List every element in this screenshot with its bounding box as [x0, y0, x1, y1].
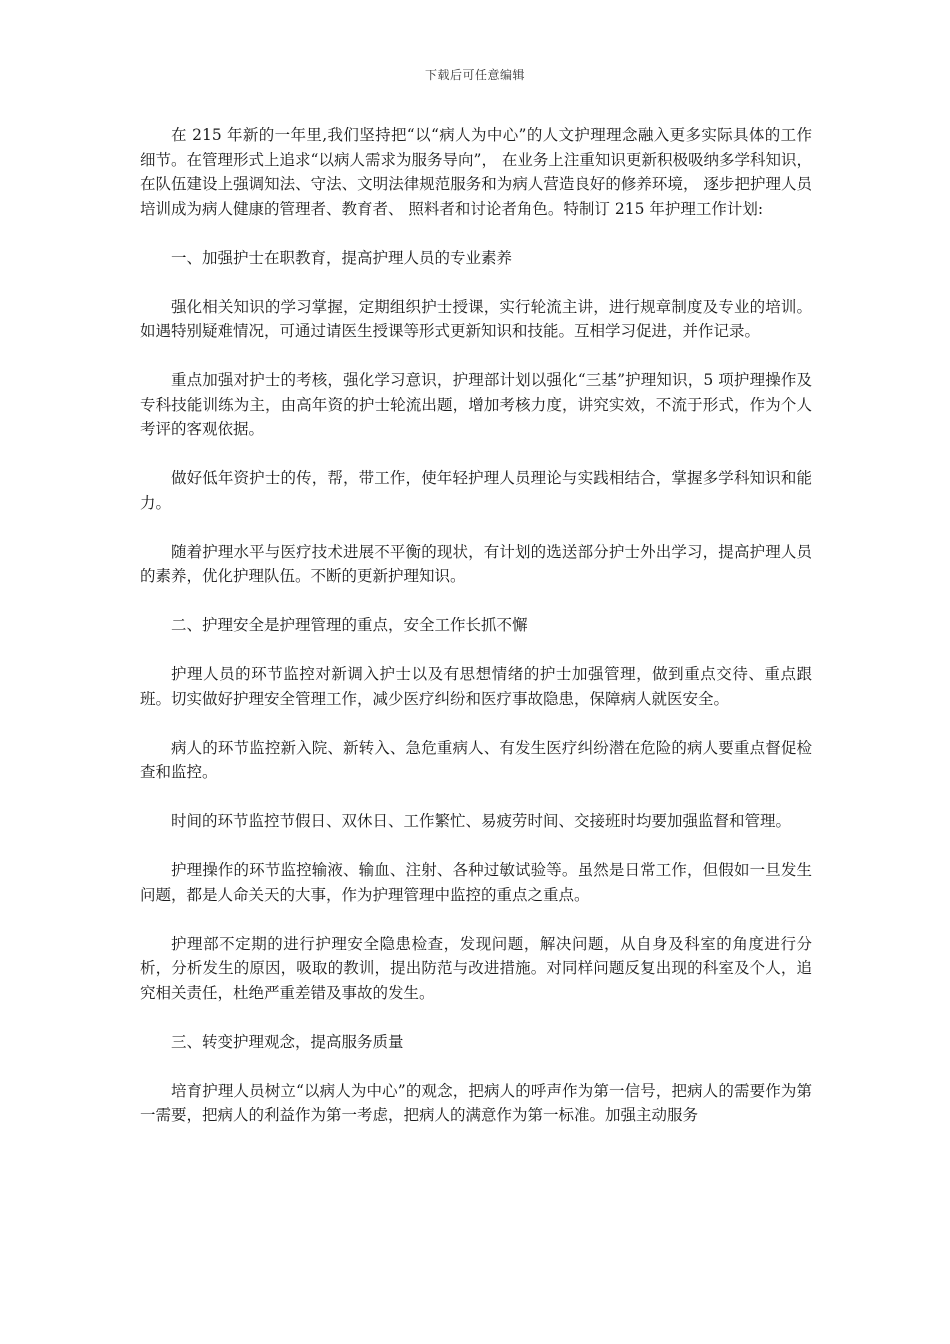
page-header: 下载后可任意编辑	[424, 68, 525, 82]
section-heading-2: 二、护理安全是护理管理的重点，安全工作长抓不懈	[171, 616, 528, 634]
intro-paragraph: 在 215 年新的一年里,我们坚持把“以“病人为中心”的人文护理理念融入更多实际具体的工作细节。在管理形式上追求“以病人需求为服务导向”， 在业务上注重知识更新积极吸纳多学科知识，在队伍建设上强调知法、守法、文明法律规范服务和为病人营造良好的修养环境， 逐步把护理人员培训成为病人健康的管理者、教育者、 照料者和讨论者角色。特制订 215 年护理工作计划:	[140, 126, 813, 218]
section-heading-3: 三、转变护理观念，提高服务质量	[171, 1032, 404, 1051]
paragraph: 做好低年资护士的传，帮，带工作，使年轻护理人员理论与实践相结合，掌握多学科知识和能力。	[140, 469, 812, 512]
paragraph: 护理操作的环节监控输液、输血、注射、各种过敏试验等。虽然是日常工作，但假如一旦发生问题，都是人命关天的大事，作为护理管理中监控的重点之重点。	[140, 861, 812, 904]
document-body	[140, 123, 812, 1152]
section-heading-1: 一、加强护士在职教育，提高护理人员的专业素养	[171, 248, 513, 267]
paragraph: 强化相关知识的学习掌握，定期组织护士授课，实行轮流主讲，进行规章制度及专业的培训。如遇特别疑难情况，可通过请医生授课等形式更新知识和技能。互相学习促进，并作记录。	[140, 297, 812, 340]
paragraph: 病人的环节监控新入院、新转入、急危重病人、有发生医疗纠纷潜在危险的病人要重点督促检查和监控。	[140, 738, 812, 781]
paragraph: 护理部不定期的进行护理安全隐患检查，发现问题，解决问题，从自身及科室的角度进行分析，分析发生的原因，吸取的教训，提出防范与改进措施。对同样问题反复出现的科室及个人，追究相关责任，杜绝严重差错及事故的发生。	[140, 934, 812, 1002]
paragraph: 时间的环节监控节假日、双休日、工作繁忙、易疲劳时间、交接班时均要加强监督和管理。	[171, 812, 792, 830]
paragraph: 护理人员的环节监控对新调入护士以及有思想情绪的护士加强管理，做到重点交待、重点跟班。切实做好护理安全管理工作，减少医疗纠纷和医疗事故隐患，保障病人就医安全。	[140, 665, 812, 708]
paragraph: 培育护理人员树立“以病人为中心”的观念，把病人的呼声作为第一信号，把病人的需要作为第一需要，把病人的利益作为第一考虑，把病人的满意作为第一标准。加强主动服务	[140, 1081, 812, 1124]
paragraph: 重点加强对护士的考核，强化学习意识，护理部计划以强化“三基”护理知识，5 项护理操作及专科技能训练为主，由高年资的护士轮流出题，增加考核力度，讲究实效，不流于形式，作为个人考评的客观依据。	[140, 371, 812, 438]
paragraph: 随着护理水平与医疗技术进展不平衡的现状，有计划的选送部分护士外出学习，提高护理人员的素养，优化护理队伍。不断的更新护理知识。	[140, 542, 812, 585]
